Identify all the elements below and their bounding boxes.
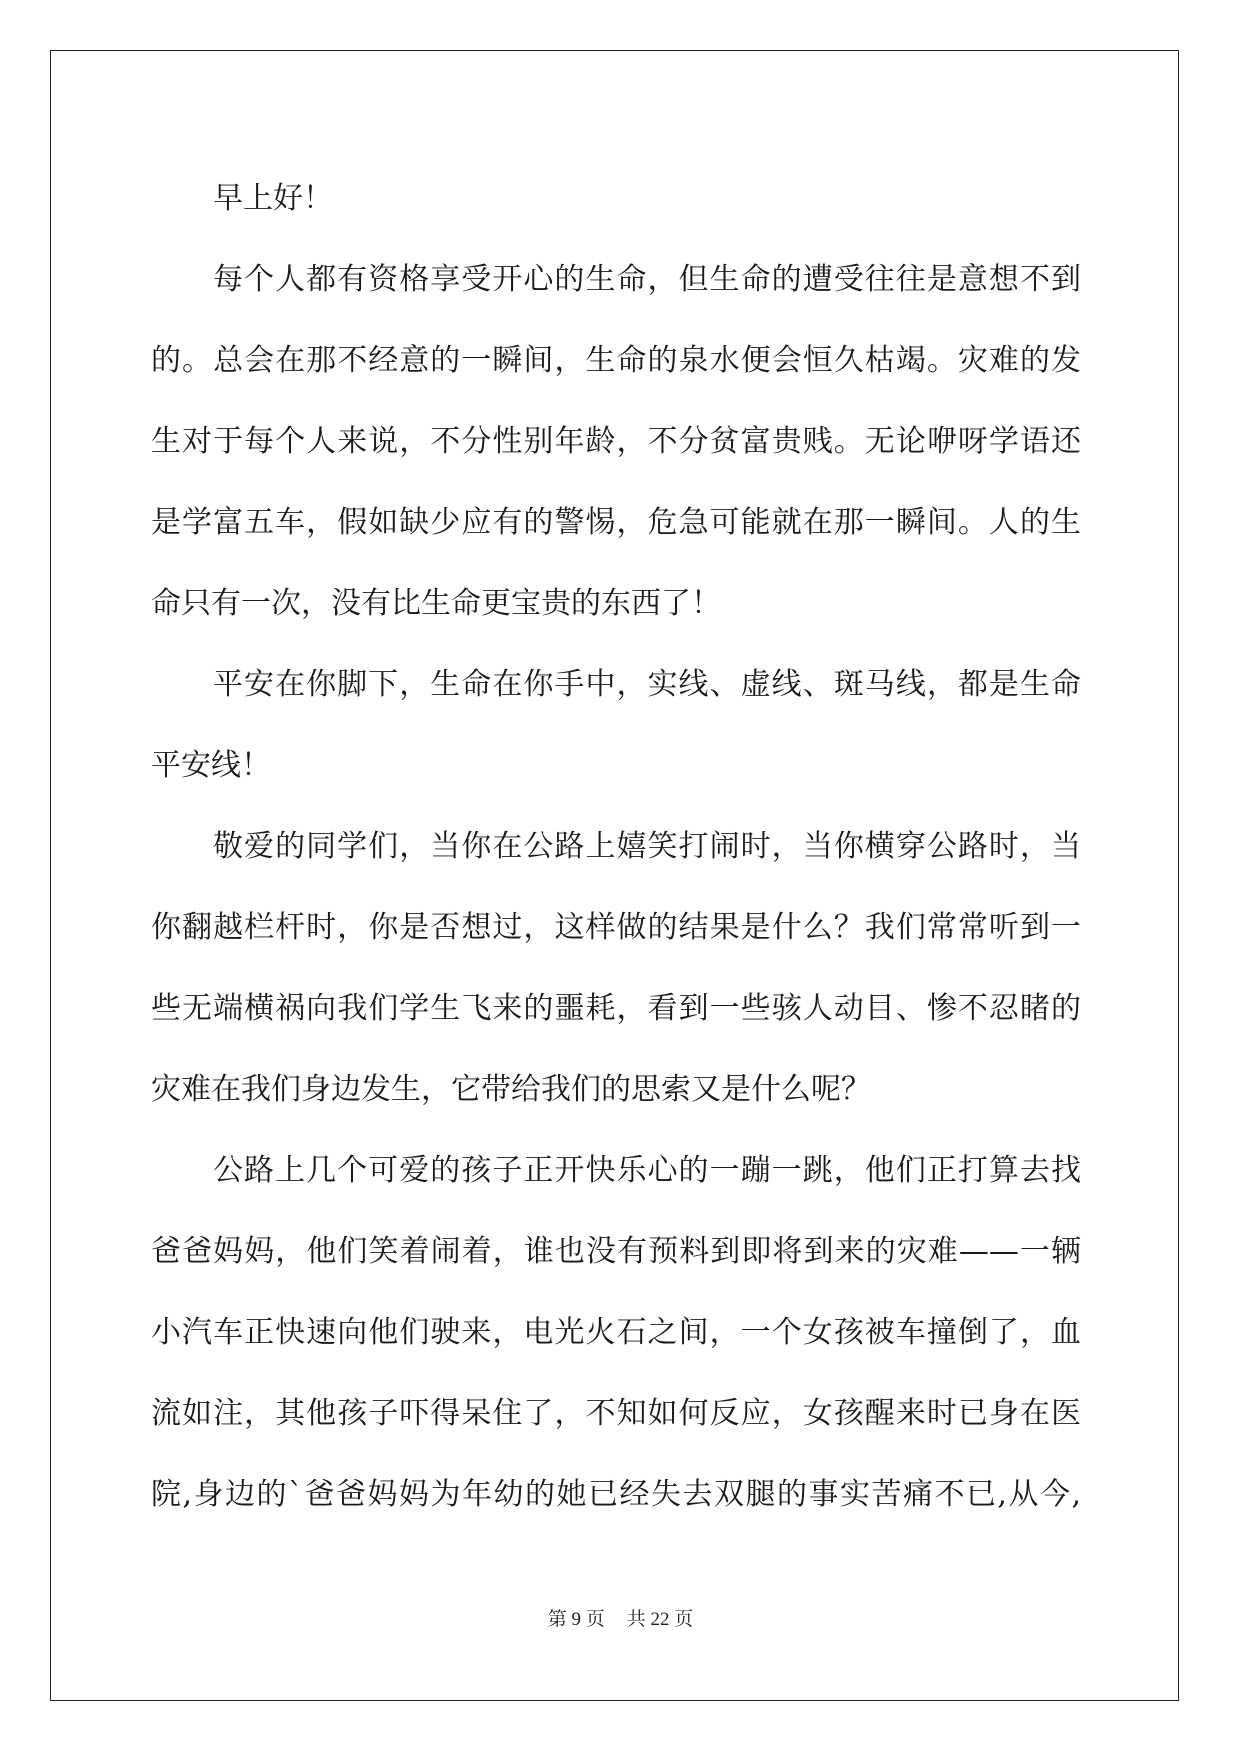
document-body xyxy=(151,158,1081,1535)
paragraph-line: 公路上几个可爱的孩子正开快乐心的一蹦一跳，他们正打算去找 xyxy=(213,1153,1081,1188)
current-page-number: 第 9 页 xyxy=(547,1609,605,1630)
paragraph-line: 平安在你脚下，生命在你手中，实线、虚线、斑马线，都是生命 xyxy=(213,667,1081,702)
total-pages: 共 22 页 xyxy=(626,1609,694,1630)
paragraph-line: 是学富五车，假如缺少应有的警惕，危急可能就在那一瞬间。人的生 xyxy=(151,505,1081,540)
paragraph-line: 灾难在我们身边发生，它带给我们的思索又是什么呢？ xyxy=(151,1072,871,1107)
paragraph-line: 每个人都有资格享受开心的生命，但生命的遭受往往是意想不到 xyxy=(213,262,1081,297)
page-footer xyxy=(0,1608,1241,1632)
paragraph-line: 敬爱的同学们，当你在公路上嬉笑打闹时，当你横穿公路时，当 xyxy=(213,829,1081,864)
paragraph-line: 的。总会在那不经意的一瞬间，生命的泉水便会恒久枯竭。灾难的发 xyxy=(151,343,1081,378)
paragraph-line: 爸爸妈妈，他们笑着闹着，谁也没有预料到即将到来的灾难——一辆 xyxy=(151,1234,1081,1269)
paragraph-line: 些无端横祸向我们学生飞来的噩耗，看到一些骇人动目、惨不忍睹的 xyxy=(151,991,1081,1026)
paragraph-line: 流如注，其他孩子吓得呆住了，不知如何反应，女孩醒来时已身在医 xyxy=(151,1396,1081,1431)
paragraph-line: 生对于每个人来说，不分性别年龄，不分贫富贵贱。无论咿呀学语还 xyxy=(151,424,1081,459)
paragraph-line: 小汽车正快速向他们驶来，电光火石之间，一个女孩被车撞倒了，血 xyxy=(151,1315,1081,1350)
paragraph-line: 院,身边的`爸爸妈妈为年幼的她已经失去双腿的事实苦痛不已,从今, xyxy=(151,1477,1081,1512)
paragraph-line: 命只有一次，没有比生命更宝贵的东西了！ xyxy=(151,586,721,621)
greeting-line: 早上好！ xyxy=(213,181,333,216)
paragraph-line: 平安线！ xyxy=(151,748,271,783)
paragraph-line: 你翻越栏杆时，你是否想过，这样做的结果是什么？我们常常听到一 xyxy=(151,910,1081,945)
